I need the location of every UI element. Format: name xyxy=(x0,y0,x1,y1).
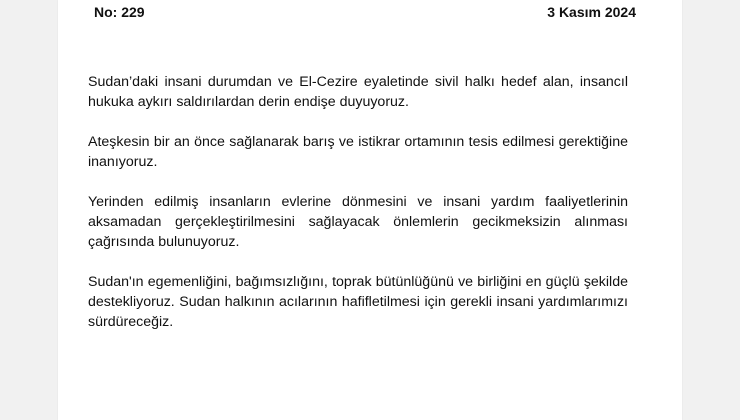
statement-body xyxy=(88,72,628,352)
statement-paragraph-2: Ateşkesin bir an önce sağlanarak barış ve istikrar ortamının tesis edilmesi gerektiğine inanıyoruz. xyxy=(88,134,628,170)
statement-paragraph-3: Yerinden edilmiş insanların evlerine dönmesini ve insani yardım faaliyetlerinin aksamadan gerçekleştirilmesini sağlayacak önlemlerin gecikmeksizin alınması çağrısında bulunuyoruz. xyxy=(88,194,628,250)
statement-paragraph-1: Sudan’daki insani durumdan ve El-Cezire eyaletinde sivil halkı hedef alan, insancıl hukuka aykırı saldırılardan derin endişe duyuyoruz. xyxy=(88,74,628,110)
statement-number: No: 229 xyxy=(94,4,145,20)
document-header xyxy=(94,4,636,24)
statement-paragraph-4: Sudan'ın egemenliğini, bağımsızlığını, toprak bütünlüğünü ve birliğini en güçlü şekilde destekliyoruz. Sudan halkının acılarının hafifletilmesi için gerekli insani yardımlarımızı sürdüreceğiz. xyxy=(88,274,628,330)
statement-date: 3 Kasım 2024 xyxy=(547,4,636,20)
document-page xyxy=(58,0,682,420)
